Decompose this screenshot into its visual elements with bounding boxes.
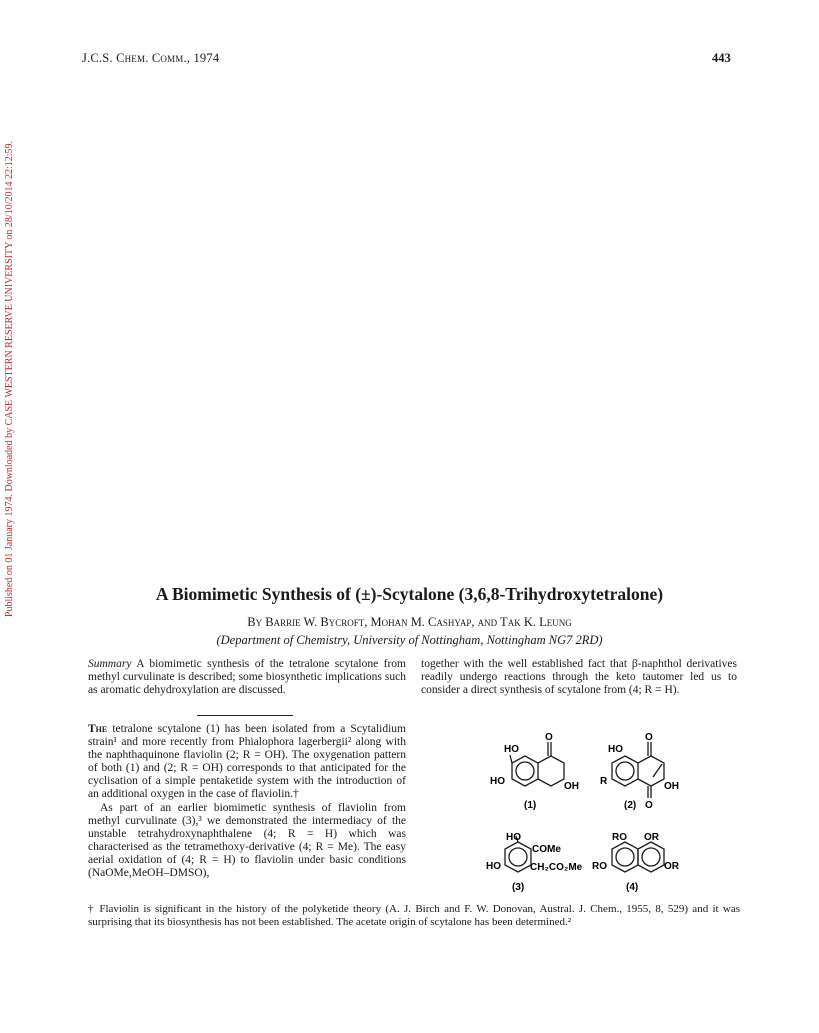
summary-paragraph <box>88 658 406 697</box>
compound-label-1: (1) <box>524 800 537 811</box>
page-number: 443 <box>712 51 731 65</box>
journal-prefix: J.C.S. <box>82 51 113 65</box>
running-header <box>82 51 219 66</box>
summary-label: Summary <box>88 658 132 670</box>
c4-ro-top: RO <box>612 832 627 843</box>
c2-r: R <box>600 776 608 787</box>
compound-label-3: (3) <box>512 882 525 893</box>
author-line: By Barrie W. Bycroft, Mohan M. Cashyap, and Tak K. Leung <box>247 615 572 629</box>
compound-label-4: (4) <box>626 882 639 893</box>
journal-name: Chem. Comm. <box>116 51 187 65</box>
summary-text: A biomimetic synthesis of the tetralone scytalone from methyl curvulinate is described; some biosynthetic implications such as aromatic dehydroxylation are discussed. <box>88 658 406 697</box>
c1-o: O <box>545 732 553 743</box>
c4-or-top: OR <box>644 832 659 843</box>
c3-ho-left: HO <box>486 861 501 872</box>
structure-4 <box>612 842 664 872</box>
c2-oh: OH <box>664 781 679 792</box>
c3-ho-top: HO <box>506 832 521 843</box>
c1-oh: OH <box>564 781 579 792</box>
c1-ho-left: HO <box>490 776 505 787</box>
section-divider <box>197 715 293 716</box>
c3-ester: CH₂CO₂Me <box>530 862 583 873</box>
journal-year: , 1974 <box>186 51 220 65</box>
c4-ro-left: RO <box>592 861 607 872</box>
body-lead-word: The <box>88 723 108 735</box>
footnote: † Flaviolin is significant in the history of the polyketide theory (A. J. Birch and F. W. Donovan, Austral. J. Chem., 1955, 8, 529) and it was surprising that its biosynthesis has not been established. The acetate origin of scytalone has been determined.² <box>88 903 740 928</box>
affiliation: (Department of Chemistry, University of Nottingham, Nottingham NG7 2RD) <box>216 633 603 647</box>
c4-or-right: OR <box>664 861 679 872</box>
c1-ho-top: HO <box>504 744 519 755</box>
body-text <box>88 723 406 880</box>
compound-label-2: (2) <box>624 800 637 811</box>
body-paragraph-2: As part of an earlier biomimetic synthesis of flaviolin from methyl curvulinate (3),³ we demonstrated the intermediacy of the unstable tetrahydroxynaphthalene (4; R = H) which was characterised as the tetramethoxy-derivative (4; R = Me). The easy aerial oxidation of (4; R = H) to flaviolin under basic conditions (NaOMe,MeOH–DMSO), <box>88 801 406 880</box>
body-paragraph-1-text: tetralone scytalone (1) has been isolated from a Scytalidium strain¹ and more recently from Phialophora lagerbergii² along with the naphthaquinone flaviolin (2; R = OH). The oxygenation pattern of both (1) and (2; R = OH) corresponds to that anticipated for the cyclisation of a simple pentaketide system with the introduction of an additional oxygen in the case of flaviolin.† <box>88 723 406 801</box>
c3-come: COMe <box>532 844 561 855</box>
c2-o-bottom: O <box>645 800 653 811</box>
chemical-structures-figure <box>480 728 700 898</box>
body-paragraph-1 <box>88 723 406 802</box>
right-column-paragraph: together with the well established fact that β-naphthol derivatives readily undergo reactions through the keto tautomer led us to consider a direct synthesis of scytalone from (4; R = H). <box>421 658 737 697</box>
c2-ho: HO <box>608 744 623 755</box>
c2-o-top: O <box>645 732 653 743</box>
article-title: A Biomimetic Synthesis of (±)-Scytalone (3,6,8-Trihydroxytetralone) <box>155 584 664 604</box>
download-watermark: Published on 01 January 1974. Downloaded by CASE WESTERN RESERVE UNIVERSITY on 28/10/2014 22:12:59. <box>4 140 15 618</box>
